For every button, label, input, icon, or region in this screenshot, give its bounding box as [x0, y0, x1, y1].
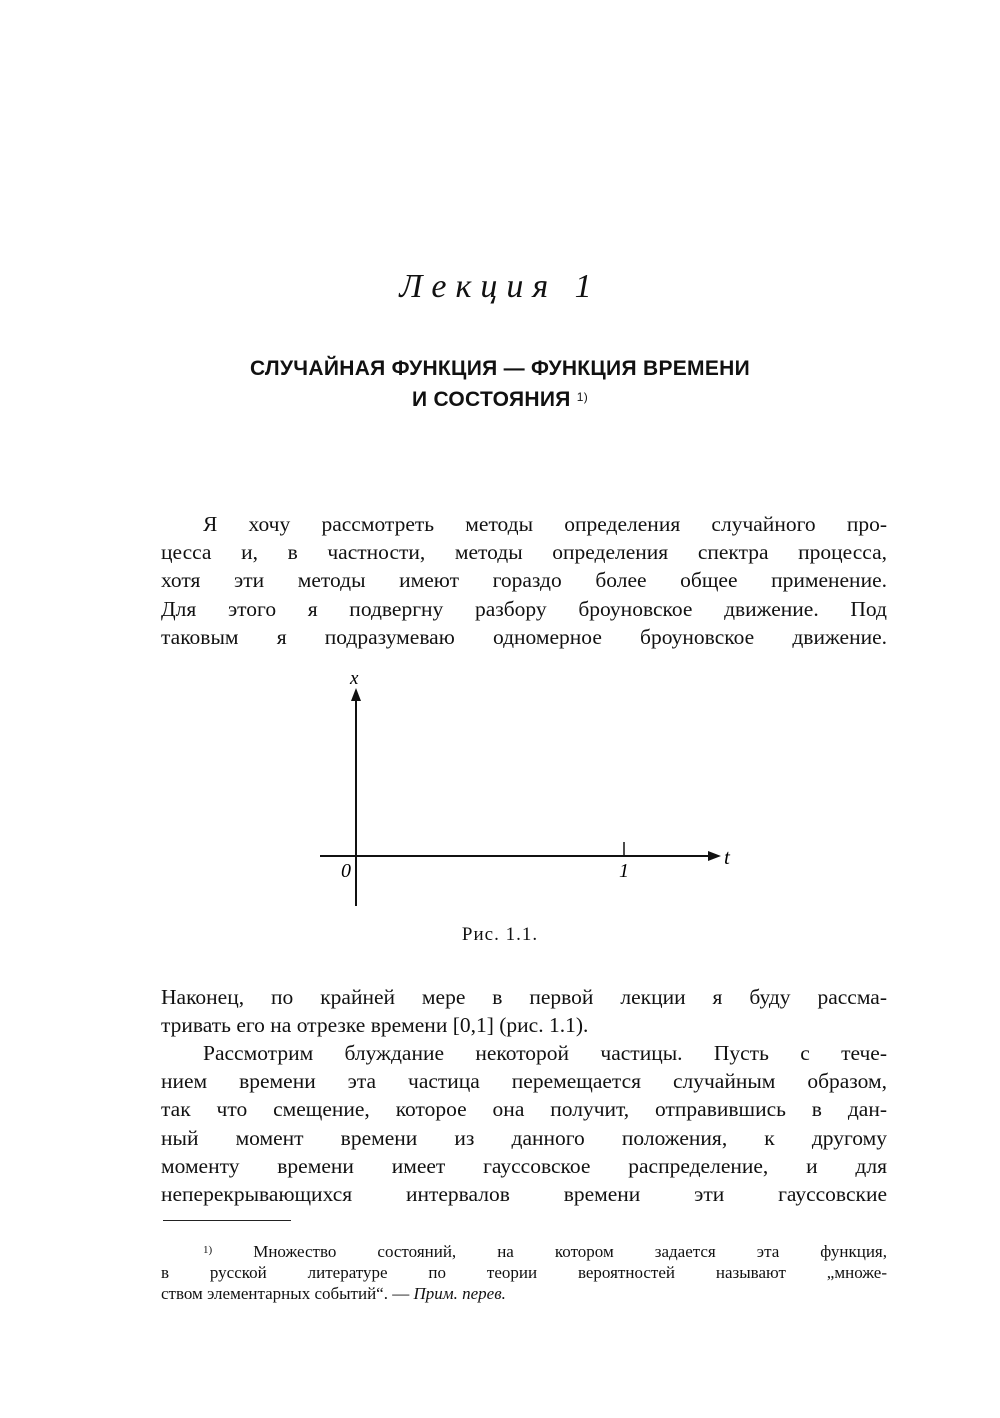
paragraph-line: неперекрывающихся интервалов времени эти гауссовские: [161, 1182, 887, 1207]
footnote-line-1-text: Множество состояний, на котором задается эта функция,: [253, 1242, 888, 1261]
figure-caption: Рис. 1.1.: [461, 924, 539, 945]
paragraph-line: Для этого я подвергну разбору броуновское движение. Под: [161, 596, 887, 621]
t-axis-arrowhead: [708, 851, 721, 861]
paragraph-line: Наконец, по крайней мере в первой лекции я буду рассма-: [161, 985, 887, 1009]
after-figure-paragraph: [161, 983, 887, 1039]
footnote-marker[interactable]: 1): [576, 390, 589, 404]
paragraph-line: тривать его на отрезке времени [0,1] (рис. 1.1).: [161, 1013, 589, 1038]
x-axis-label: x: [350, 670, 359, 689]
lecture-title: Лекция 1: [399, 268, 601, 305]
footnote: [161, 1240, 887, 1304]
main-paragraph: [161, 1039, 887, 1208]
tick-label-1: 1: [619, 860, 629, 882]
footnote-line-1: [161, 1240, 887, 1262]
intro-paragraph: [161, 510, 887, 651]
paragraph-line: так что смещение, которое она получит, отправившись в дан-: [161, 1097, 887, 1122]
paragraph-line: Рассмотрим блуждание некоторой частицы. Пусть с тече-: [203, 1041, 887, 1065]
figure-1-1: [318, 670, 748, 915]
x-axis-arrowhead: [351, 688, 361, 701]
paragraph-line: ный момент времени из данного положения, к другому: [161, 1125, 887, 1150]
footnote-divider: [163, 1220, 291, 1221]
axes-diagram: [318, 670, 748, 915]
paragraph-line: хотя эти методы имеют гораздо более общее применение.: [161, 568, 887, 593]
paragraph-line: нием времени эта частица перемещается случайным образом,: [161, 1069, 887, 1094]
origin-label: 0: [341, 860, 351, 882]
paragraph-line: цесса и, в частности, методы определения спектра процесса,: [161, 540, 887, 565]
footnote-line-3-text: ством элементарных событий“. —: [161, 1284, 410, 1303]
chapter-title-line-1: СЛУЧАЙНАЯ ФУНКЦИЯ — ФУНКЦИЯ ВРЕМЕНИ: [249, 357, 751, 380]
chapter-title: [0, 354, 1000, 414]
paragraph-line: Я хочу рассмотреть методы определения случайного про-: [203, 512, 887, 536]
footnote-marker: 1): [203, 1244, 213, 1256]
chapter-title-line-2-text: И СОСТОЯНИЯ: [411, 388, 571, 411]
paragraph-line: таковым я подразумеваю одномерное броуновское движение.: [161, 624, 887, 649]
translator-note: Прим. перев.: [413, 1284, 506, 1303]
footnote-line-2: в русской литературе по теории вероятностей называют „множе-: [161, 1263, 887, 1282]
paragraph-line: моменту времени имеет гауссовское распределение, и для: [161, 1153, 887, 1178]
footnote-line-3: [161, 1283, 887, 1304]
chapter-title-line-2: [0, 383, 1000, 414]
t-axis-label: t: [724, 845, 730, 869]
